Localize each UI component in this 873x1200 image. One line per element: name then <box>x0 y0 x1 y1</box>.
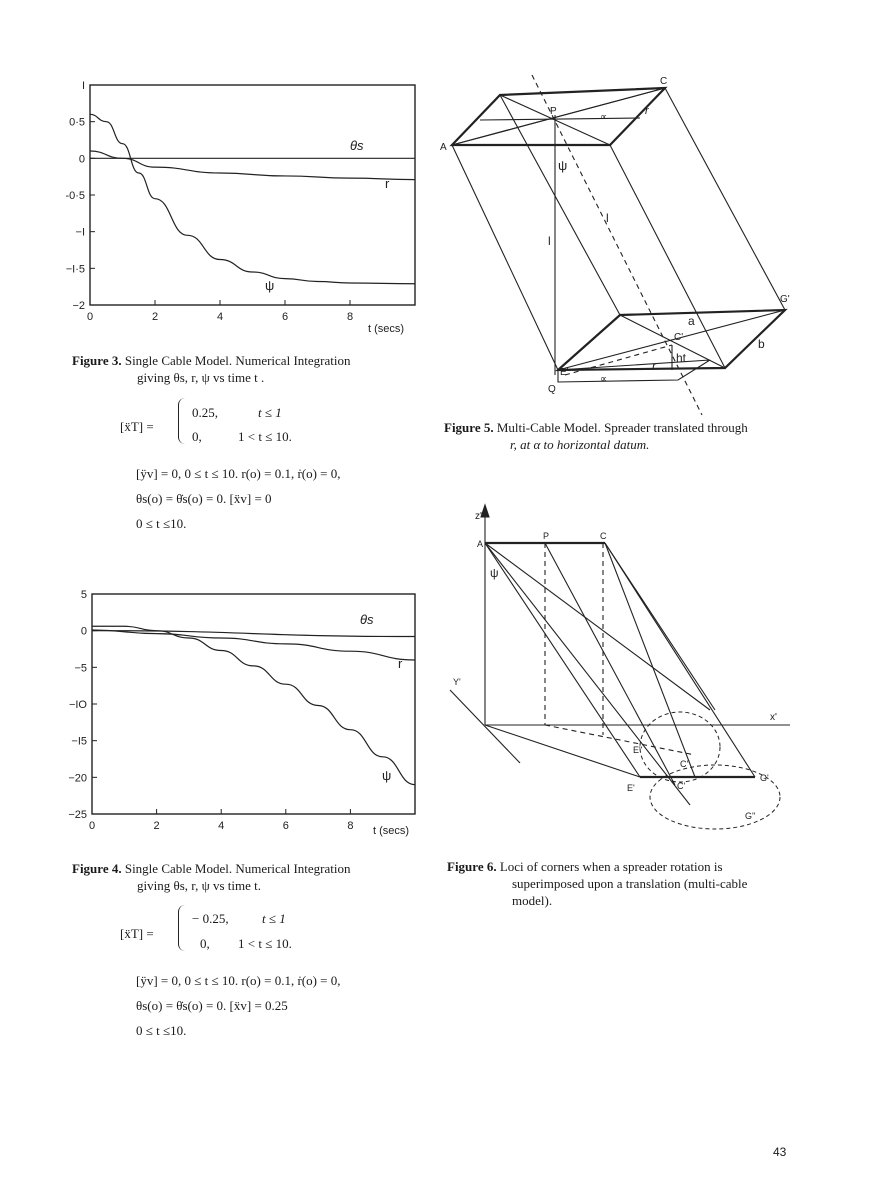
label-x: x' <box>770 712 777 723</box>
caption-text: Loci of corners when a spreader rotation is <box>499 859 723 874</box>
y-tick-label: −I5 <box>71 735 87 748</box>
series-label-psi: ψ <box>265 278 275 293</box>
label-A: A <box>477 539 484 549</box>
figure-3-caption-line2: giving θs, r, ψ vs time t . <box>137 370 265 385</box>
figure-5-caption-line2: r, at α to horizontal datum. <box>510 437 650 452</box>
label-Cprime: C' <box>674 332 684 343</box>
figure-5-caption <box>444 419 794 436</box>
label-E2: E'' <box>633 745 643 755</box>
label-r-bottom: r <box>652 359 656 373</box>
label-psi: ψ <box>558 158 568 173</box>
series-line-psi <box>90 114 415 283</box>
y-tick-label: -0·5 <box>65 190 85 202</box>
formula-case2: 0, <box>192 429 202 444</box>
label-C1: C' <box>677 781 686 791</box>
series-label-r: r <box>398 656 403 671</box>
figure-label: Figure 4. <box>72 861 122 876</box>
cable-3 <box>485 543 710 710</box>
z-arrow <box>481 505 489 517</box>
top-mid-1 <box>452 88 665 145</box>
figure-5-diagram <box>440 70 810 415</box>
formula-case2: 0, <box>200 936 210 951</box>
label-psi: ψ <box>490 566 499 580</box>
x-tick-label: 2 <box>153 820 160 832</box>
figure-6-diagram <box>445 505 805 845</box>
y-tick-label: 0 <box>80 625 87 638</box>
label-C2: C'' <box>680 759 690 769</box>
formula-case2-range: 1 < t ≤ 10. <box>238 936 292 951</box>
label-A: A <box>440 142 447 153</box>
cable-4 <box>610 145 725 368</box>
locus-1 <box>640 712 720 782</box>
y-tick-label: 0 <box>78 153 85 166</box>
x-tick-label: 4 <box>216 311 224 323</box>
cable-1 <box>452 145 558 370</box>
x-tick-label: 8 <box>346 311 354 323</box>
figure-3-plot <box>60 70 430 340</box>
caption-text: Single Cable Model. Numerical Integration <box>124 861 351 876</box>
label-E: E' <box>560 367 569 378</box>
y-tick-label: −IO <box>68 699 87 711</box>
x-tick-label: 4 <box>218 820 225 832</box>
formula-case1: − 0.25, <box>192 911 229 926</box>
series-line-r <box>92 630 415 660</box>
formula-line5: 0 ≤ t ≤10. <box>136 516 187 531</box>
label-P: P <box>543 531 550 541</box>
x-tick-label: 0 <box>88 820 96 832</box>
formula-brace <box>178 905 185 951</box>
figure-label: Figure 5. <box>444 420 494 435</box>
figure-label: Figure 3. <box>72 353 122 368</box>
projection-line <box>545 725 695 755</box>
y-tick-label: I <box>81 80 85 92</box>
formula-case2-range: 1 < t ≤ 10. <box>238 429 292 444</box>
label-P: P <box>550 106 557 117</box>
formula-line5: 0 ≤ t ≤10. <box>136 1023 187 1038</box>
cable-2 <box>485 543 690 805</box>
figure-label: Figure 6. <box>447 859 497 874</box>
x-tick-label: 6 <box>282 820 289 832</box>
formula-brace <box>178 398 185 444</box>
label-alpha-bottom: ∝ <box>600 374 608 385</box>
figure-3-caption <box>72 352 417 369</box>
figure-6-caption <box>447 858 797 875</box>
label-Q: Q <box>548 384 556 395</box>
label-y: Y' <box>453 677 461 687</box>
page-number: 43 <box>773 1145 787 1159</box>
figure-6-caption-line2: superimposed upon a translation (multi-cable <box>512 876 748 891</box>
x-axis-label: t (secs) <box>368 323 405 335</box>
series-line-r <box>90 151 415 180</box>
label-z: z' <box>475 511 482 522</box>
series-label-theta: θs <box>350 138 364 153</box>
formula-line4: θs(o) = θ̇s(o) = 0. [ẍv] = 0.25 <box>136 998 288 1013</box>
label-b: b <box>758 337 765 351</box>
formula-case1-range: t ≤ 1 <box>262 911 286 926</box>
series-label-psi: ψ <box>382 768 392 783</box>
plot-frame <box>92 594 415 814</box>
figure-4-plot <box>60 582 430 847</box>
cable-3 <box>665 88 785 310</box>
caption-text: Single Cable Model. Numerical Integration <box>124 353 351 368</box>
y-tick-label: 5 <box>80 589 87 601</box>
figure-6-caption-line3: model). <box>512 893 553 908</box>
series-label-r: r <box>385 176 390 191</box>
y-tick-label: 0·5 <box>69 116 85 129</box>
x-axis-label: t (secs) <box>373 825 410 837</box>
label-G2: G'' <box>745 811 756 821</box>
caption-text: Multi-Cable Model. Spreader translated through <box>496 420 748 435</box>
x-tick-label: 6 <box>281 311 289 323</box>
label-ht: ht <box>676 351 687 365</box>
y-tick-label: −I <box>75 226 85 239</box>
shifted-plate <box>558 360 710 382</box>
x-tick-label: 2 <box>151 311 159 323</box>
figure-4-caption <box>72 860 417 877</box>
formula-case1-range: t ≤ 1 <box>258 405 282 420</box>
label-C: C <box>600 531 607 541</box>
label-G1: G' <box>760 773 769 783</box>
label-alpha-top: ∝ <box>600 112 608 123</box>
y-tick-label: −5 <box>74 662 87 675</box>
x-tick-label: 0 <box>86 311 94 323</box>
label-r-top: r <box>645 105 649 117</box>
formula-lhs: [ẍT] = <box>120 926 154 941</box>
y-tick-label: −20 <box>68 772 87 785</box>
formula-case1: 0.25, <box>192 405 218 420</box>
label-l-2: l <box>606 211 609 225</box>
formula-line3: [ÿv] = 0, 0 ≤ t ≤ 10. r(o) = 0.1, ṙ(o) = 0, <box>136 973 341 988</box>
x-tick-label: 8 <box>347 820 354 832</box>
top-mid-2 <box>480 118 640 120</box>
formula-line3: [ÿv] = 0, 0 ≤ t ≤ 10. r(o) = 0.1, ṙ(o) = 0, <box>136 466 341 481</box>
y-tick-label: −I·5 <box>65 263 85 276</box>
cable-1 <box>485 543 640 777</box>
y-tick-label: −2 <box>72 300 85 312</box>
series-line-psi <box>92 626 415 784</box>
figure-4-caption-line2: giving θs, r, ψ vs time t. <box>137 878 261 893</box>
label-l-1: l <box>548 234 551 248</box>
cable-2 <box>500 95 620 315</box>
label-C: C <box>660 76 668 87</box>
label-G: G' <box>780 294 790 305</box>
y-tick-label: −25 <box>68 809 87 821</box>
formula-line4: θs(o) = θ̇s(o) = 0. [ẍv] = 0 <box>136 491 272 506</box>
series-label-theta: θs <box>360 612 374 627</box>
label-E1: E' <box>627 783 635 793</box>
label-a: a <box>688 314 695 328</box>
formula-lhs: [ẍT] = <box>120 419 154 434</box>
